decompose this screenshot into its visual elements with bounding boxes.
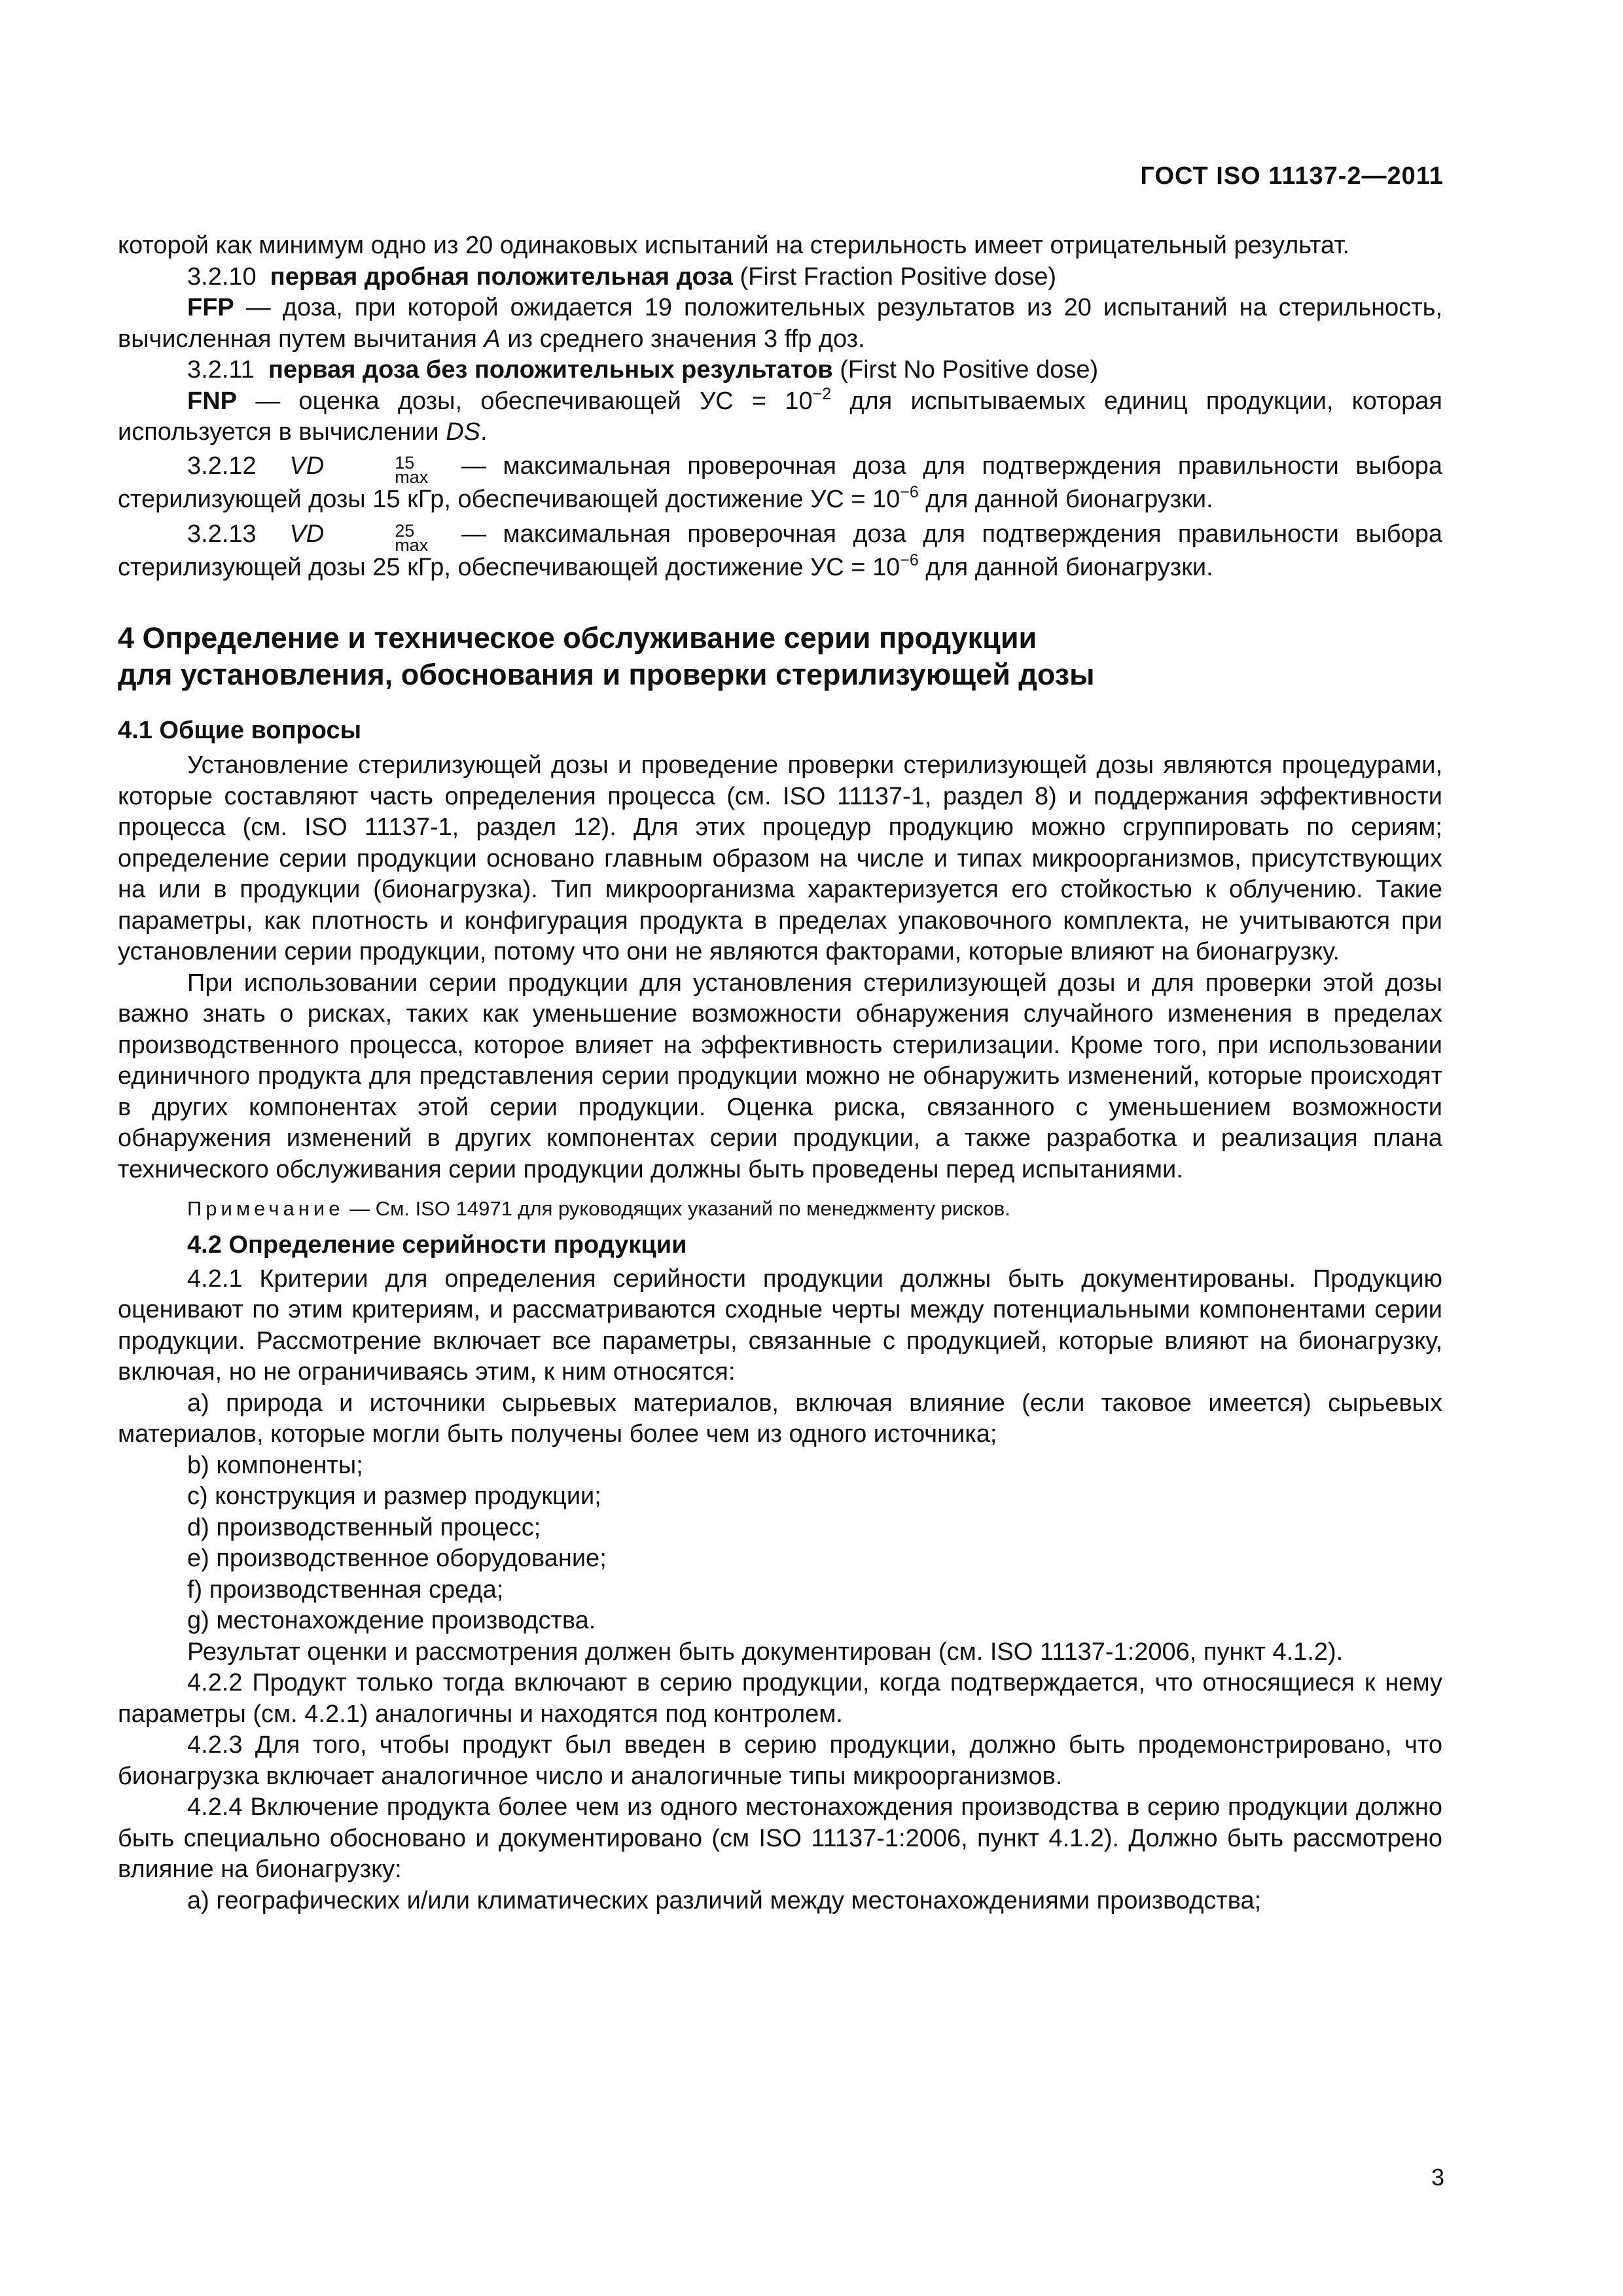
exponent: −6 — [900, 482, 919, 501]
definition-text: для данной бионагрузки. — [925, 485, 1213, 513]
list-item: g) местонахождение производства. — [187, 1607, 596, 1634]
paragraph-4-2-2: 4.2.2 Продукт только тогда включают в серию продукции, когда подтверждается, что относящиеся к нему параметры (см. 4.2.1) аналогичны и находятся под контролем. — [118, 1669, 1442, 1728]
definition-term: первая дробная положительная доза — [270, 262, 733, 291]
section-title-line: 4 Определение и техническое обслуживание серии продукции — [118, 620, 1037, 655]
fnp-definition: FNP — оценка дозы, обеспечивающей УС = $10^{-2}$ для испытываемых единиц продукции, которая используется в вычислении DS. — [118, 384, 1442, 446]
clause-number: 3.2.12 — [187, 452, 257, 480]
definition-text: для данной бионагрузки. — [925, 554, 1213, 581]
list-item: d) производственный процесс; — [187, 1513, 541, 1541]
note-text: — См. ISO 14971 для руководящих указаний по менеджменту рисков. — [349, 1197, 1010, 1220]
section-title-line: для установления, обоснования и проверки стерилизующей дозы — [118, 657, 1095, 691]
subscript: max — [395, 467, 429, 487]
definition-english: (First Fraction Positive dose) — [740, 262, 1057, 291]
subsection-4-2-title: 4.2 Определение серийности продукции — [187, 1231, 687, 1259]
definition-text: — максимальная проверочная доза для подтверждения правильности выбора стерилизующей дозы 25 кГр, обеспечивающей достижение УС = 10 — [118, 520, 1442, 581]
variable: A — [484, 325, 501, 353]
abbreviation: FNP — [187, 387, 237, 415]
clause-number: 3.2.13 — [187, 520, 257, 548]
definition-text: — оценка дозы, обеспечивающей УС = 10 — [255, 387, 813, 415]
paragraph: Результат оценки и рассмотрения должен быть документирован (см. ISO 11137-1:2006, пункт 4.1.2). — [187, 1638, 1344, 1666]
superscript: 25 — [395, 521, 415, 541]
paragraph-4-2-3: 4.2.3 Для того, чтобы продукт был введен в серию продукции, должно быть продемонстрировано, что бионагрузка включает аналогичное число и аналогичные типы микроорганизмов. — [118, 1731, 1442, 1790]
list-item: e) производственное оборудование; — [187, 1545, 607, 1572]
list-item: f) производственная среда; — [187, 1575, 504, 1604]
definition-3-2-12 — [118, 451, 1442, 516]
definition-english: (First No Positive dose) — [840, 356, 1099, 384]
sup-sub-stack — [325, 452, 429, 487]
note-label: Примечание — [187, 1197, 344, 1220]
page-number: 3 — [1431, 2164, 1445, 2191]
list-item: c) конструкция и размер продукции; — [187, 1482, 601, 1510]
definition-text: — доза, при которой ожидается 19 положительных результатов из 20 испытаний на стерильность, вычисленная путем вычитания — [118, 294, 1443, 353]
definition-3-2-10 — [118, 262, 1442, 293]
subscript: max — [395, 535, 429, 555]
clause-number: 3.2.10 — [187, 262, 257, 291]
paragraph: При использовании серии продукции для установления стерилизующей дозы и для проверки этой дозы важно знать о рисках, таких как уменьшение возможности обнаружения случайного изменения в пределах производственного процесса, которое влияет на эффективность стерилизации. Кроме того, при использовании единичного продукта для представления серии продукции можно не обнаружить изменений, которые происходят в других компонентах этой серии продукции. Оценка риска, связанного с уменьшением возможности обнаружения изменений в других компонентах серии продукции, а также разработка и реализация плана технического обслуживания серии продукции должны быть проведены перед испытаниями. — [118, 969, 1442, 1183]
definition-3-2-13 — [118, 519, 1442, 584]
paragraph-4-2-1: 4.2.1 Критерии для определения серийности продукции должны быть документированы. Продукцию оценивают по этим критериям, и рассматриваются сходные черты между потенциальными компонентами серии продукции. Рассмотрение включает все параметры, связанные с продукцией, которые влияют на бионагрузку, включая, но не ограничиваясь этим, к ним относятся: — [118, 1265, 1442, 1386]
list-item: a) географических и/или климатических различий между местонахождениями производства; — [187, 1886, 1262, 1914]
note — [118, 1196, 1442, 1222]
definition-3-2-11 — [118, 355, 1442, 386]
standard-header: ГОСТ ISO 11137-2—2011 — [1140, 162, 1444, 190]
ffp-definition — [118, 293, 1442, 355]
abbreviation: FFP — [187, 294, 234, 321]
variable: DS — [446, 418, 481, 446]
page-content — [118, 230, 1442, 1916]
exponent: −6 — [900, 551, 919, 569]
definition-text: для испытываемых единиц продукции, которая используется в вычислении — [118, 387, 1442, 446]
paragraph-4-2-4: 4.2.4 Включение продукта более чем из одного местонахождения производства в серию продукции должно быть специально обосновано и документировано (см ISO 11137-1:2006, пункт 4.1.2). Должно быть рассмотрено влияние на бионагрузку: — [118, 1793, 1442, 1883]
definition-text: из среднего значения 3 ffp доз. — [507, 325, 865, 353]
definition-term: первая доза без положительных результатов — [268, 356, 833, 384]
variable: VD — [289, 520, 325, 548]
superscript: 15 — [395, 452, 415, 473]
clause-number: 3.2.11 — [187, 356, 255, 384]
paragraph: Установление стерилизующей дозы и проведение проверки стерилизующей дозы являются процедурами, которые составляют часть определения процесса (см. ISO 11137-1, раздел 8) и поддержания эффективности процесса (см. ISO 11137-1, раздел 12). Для этих процедур продукцию можно сгруппировать по сериям; определение серии продукции основано главным образом на числе и типах микроорганизмов, присутствующих на или в продукции (бионагрузка). Тип микроорганизма характеризуется его стойкостью к облучению. Такие параметры, как плотность и конфигурация продукта в пределах упаковочного комплекта, не учитываются при установлении серии продукции, потому что они не являются факторами, которые влияют на бионагрузку. — [118, 751, 1442, 965]
subsection-4-1-title: 4.1 Общие вопросы — [118, 716, 362, 744]
sup-sub-stack — [325, 521, 429, 555]
exponent: −2 — [812, 384, 832, 403]
list-item: a) природа и источники сырьевых материалов, включая влияние (если таковое имеется) сырьевых материалов, которые могли быть получены более чем из одного источника; — [118, 1389, 1442, 1448]
continued-paragraph: которой как минимум одно из 20 одинаковых испытаний на стерильность имеет отрицательный результат. — [118, 232, 1350, 259]
list-item: b) компоненты; — [187, 1451, 363, 1479]
variable: VD — [289, 452, 325, 480]
definition-text: — максимальная проверочная доза для подтверждения правильности выбора стерилизующей дозы 15 кГр, обеспечивающей достижение УС = 10 — [118, 452, 1442, 513]
section-4-title — [118, 620, 1442, 693]
